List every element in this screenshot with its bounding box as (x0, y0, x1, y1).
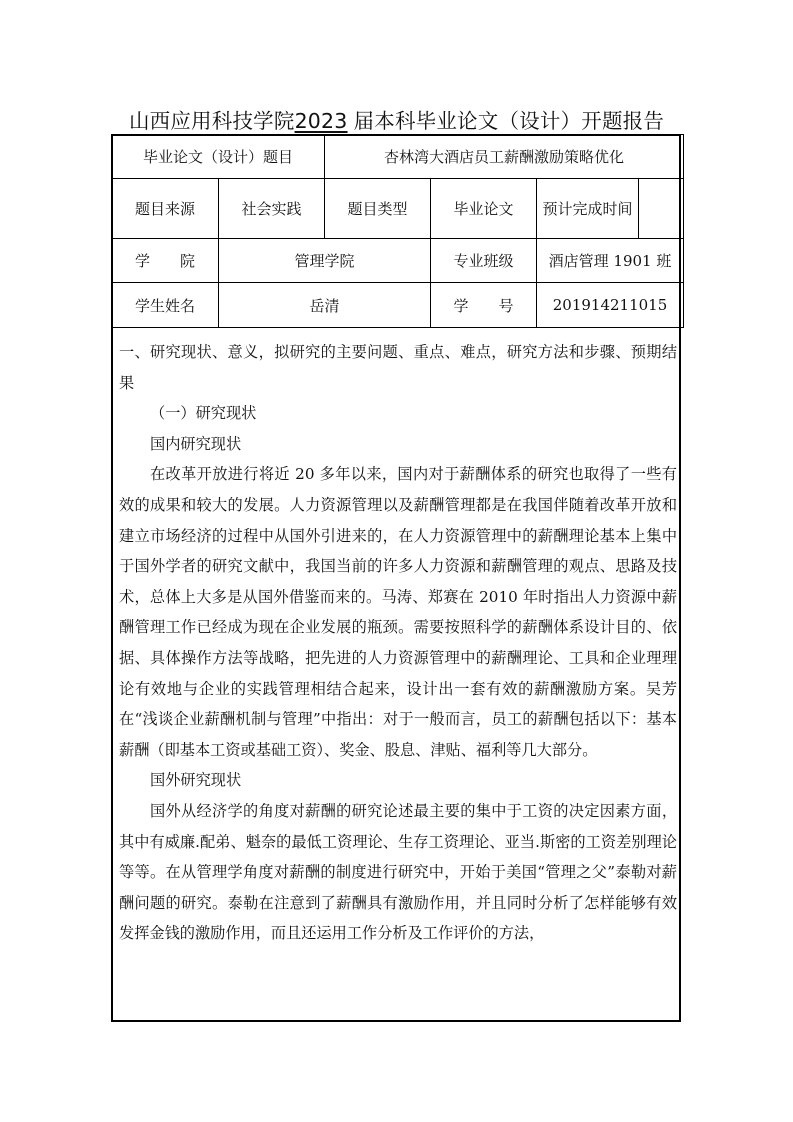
type-value: 毕业论文 (431, 179, 537, 239)
student-name-value: 岳清 (219, 283, 431, 328)
college-value: 管理学院 (219, 239, 431, 283)
major-class-value: 酒店管理 1901 班 (537, 239, 684, 283)
student-name-label: 学生姓名 (112, 283, 219, 328)
foreign-heading: 国外研究现状 (150, 771, 242, 790)
domestic-paragraph: 在改革开放进行将近 20 多年以来，国内对于薪酬体系的研究也取得了一些有效的成果和较大的发展。人力资源管理以及薪酬管理都是在我国伴随着改革开放和建立市场经济的过程中从国外引进来的，在人力资源管理中的薪酬理论基本上集中于国外学者的研究文献中，我国当前的许多人力资源和薪酬管理的观点、思路及技术，总体上大多是从国外借鉴而来的。马涛、郑赛在 2010 年时指出人力资源中薪酬管理工作已经成为现在企业发展的瓶颈。需要按照科学的薪酬体系设计目的、依据、具体操作方法等战略，把先进的人力资源管理中的薪酬理论、工具和企业理理论有效地与企业的实践管理相结合起来，设计出一套有效的薪酬激励方案。吴芳在“浅谈企业薪酬机制与管理”中指出：对于一般而言，员工的薪酬包括以下：基本薪酬（即基本工资或基础工资）、奖金、股息、津贴、福利等几大部分。 (119, 465, 677, 759)
section-heading: 一、研究现状、意义，拟研究的主要问题、重点、难点，研究方法和步骤、预期结果 (119, 343, 677, 392)
type-label: 题目类型 (325, 179, 431, 239)
college-label: 学 院 (112, 239, 219, 283)
thesis-title-value: 杏林湾大酒店员工薪酬激励策略优化 (325, 135, 684, 179)
foreign-paragraph: 国外从经济学的角度对薪酬的研究论述最主要的集中于工资的决定因素方面，其中有威廉.配弟、魁奈的最低工资理论、生存工资理论、亚当.斯密的工资差别理论等等。在从管理学角度对薪酬的制度进行研究中，开始于美国“管理之父”泰勒对薪酬问题的研究。泰勒在注意到了薪酬具有激励作用，并且同时分析了怎样能够有效发挥金钱的激励作用，而且还运用工作分析及工作评价的方法， (119, 801, 677, 943)
major-class-label: 专业班级 (431, 239, 537, 283)
expected-completion-value (639, 179, 684, 239)
source-label: 题目来源 (112, 179, 219, 239)
student-id-value: 201914211015 (537, 283, 684, 328)
thesis-title-label: 毕业论文（设计）题目 (112, 135, 325, 179)
report-title (0, 104, 793, 134)
source-value: 社会实践 (219, 179, 325, 239)
title-suffix: 届本科毕业论文（设计）开题报告 (353, 109, 665, 133)
report-body (119, 337, 677, 949)
info-table (111, 134, 684, 328)
expected-completion-label: 预计完成时间 (537, 179, 639, 239)
sub-heading: （一）研究现状 (150, 404, 257, 423)
domestic-heading: 国内研究现状 (150, 434, 242, 453)
title-prefix: 山西应用科技学院 (128, 109, 295, 133)
student-id-label: 学 号 (431, 283, 537, 328)
title-year: 2023 (294, 109, 348, 133)
